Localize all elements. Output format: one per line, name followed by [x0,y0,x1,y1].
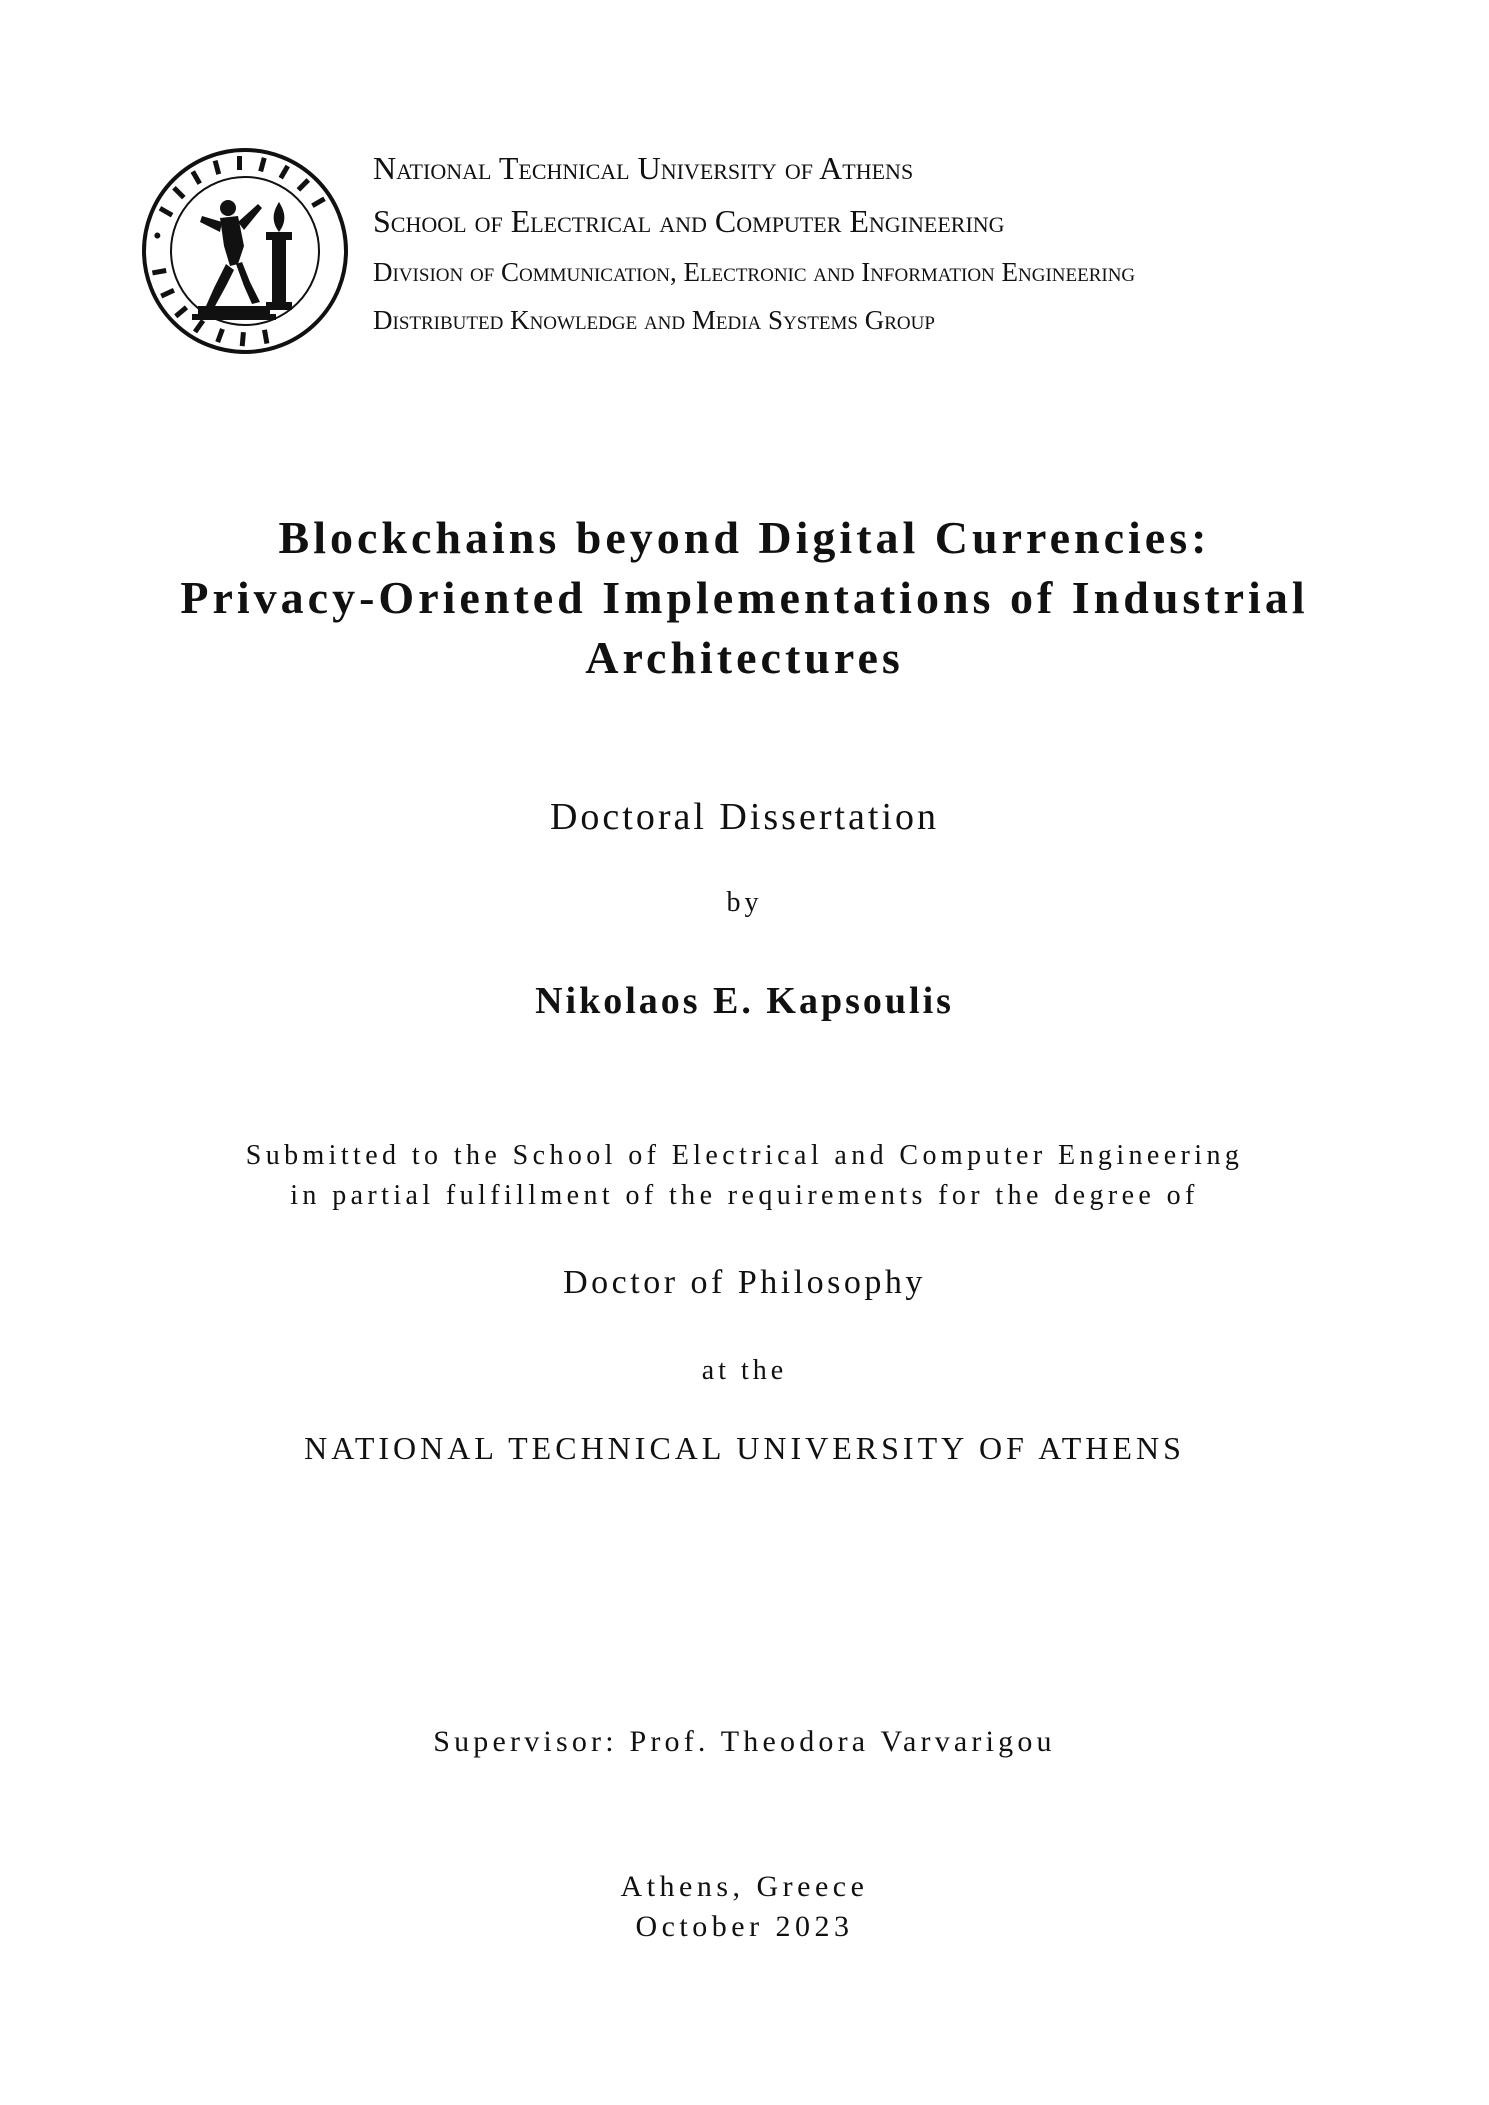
title-line-1: Blockchains beyond Digital Currencies: [278,512,1211,563]
degree-name: Doctor of Philosophy [563,1264,926,1301]
title-line-2: Privacy-Oriented Implementations of Industrial [180,572,1309,623]
submission-line-1: Submitted to the School of Electrical and Computer Engineering [245,1140,1244,1171]
ntua-seal-logo [140,146,350,356]
group-name: Distributed Knowledge and Media Systems Group [373,305,935,335]
school-name: School of Electrical and Computer Engineering [373,203,1005,239]
title-line-3: Architectures [585,632,904,683]
document-type: Doctoral Dissertation [549,796,940,838]
at-the-label: at the [701,1355,788,1386]
university-name: NATIONAL TECHNICAL UNIVERSITY OF ATHENS [304,1430,1185,1466]
place: Athens, Greece [620,1870,869,1903]
division-name: Division of Communication, Electronic and Information Engineering [373,257,1136,287]
author-name: Nikolaos E. Kapsoulis [535,980,954,1022]
supervisor: Supervisor: Prof. Theodora Varvarigou [433,1725,1056,1758]
institution-name: National Technical University of Athens [373,150,914,186]
by-label: by [726,887,763,918]
date: October 2023 [635,1910,854,1943]
submission-line-2: in partial fulfillment of the requirements for the degree of [290,1180,1199,1211]
